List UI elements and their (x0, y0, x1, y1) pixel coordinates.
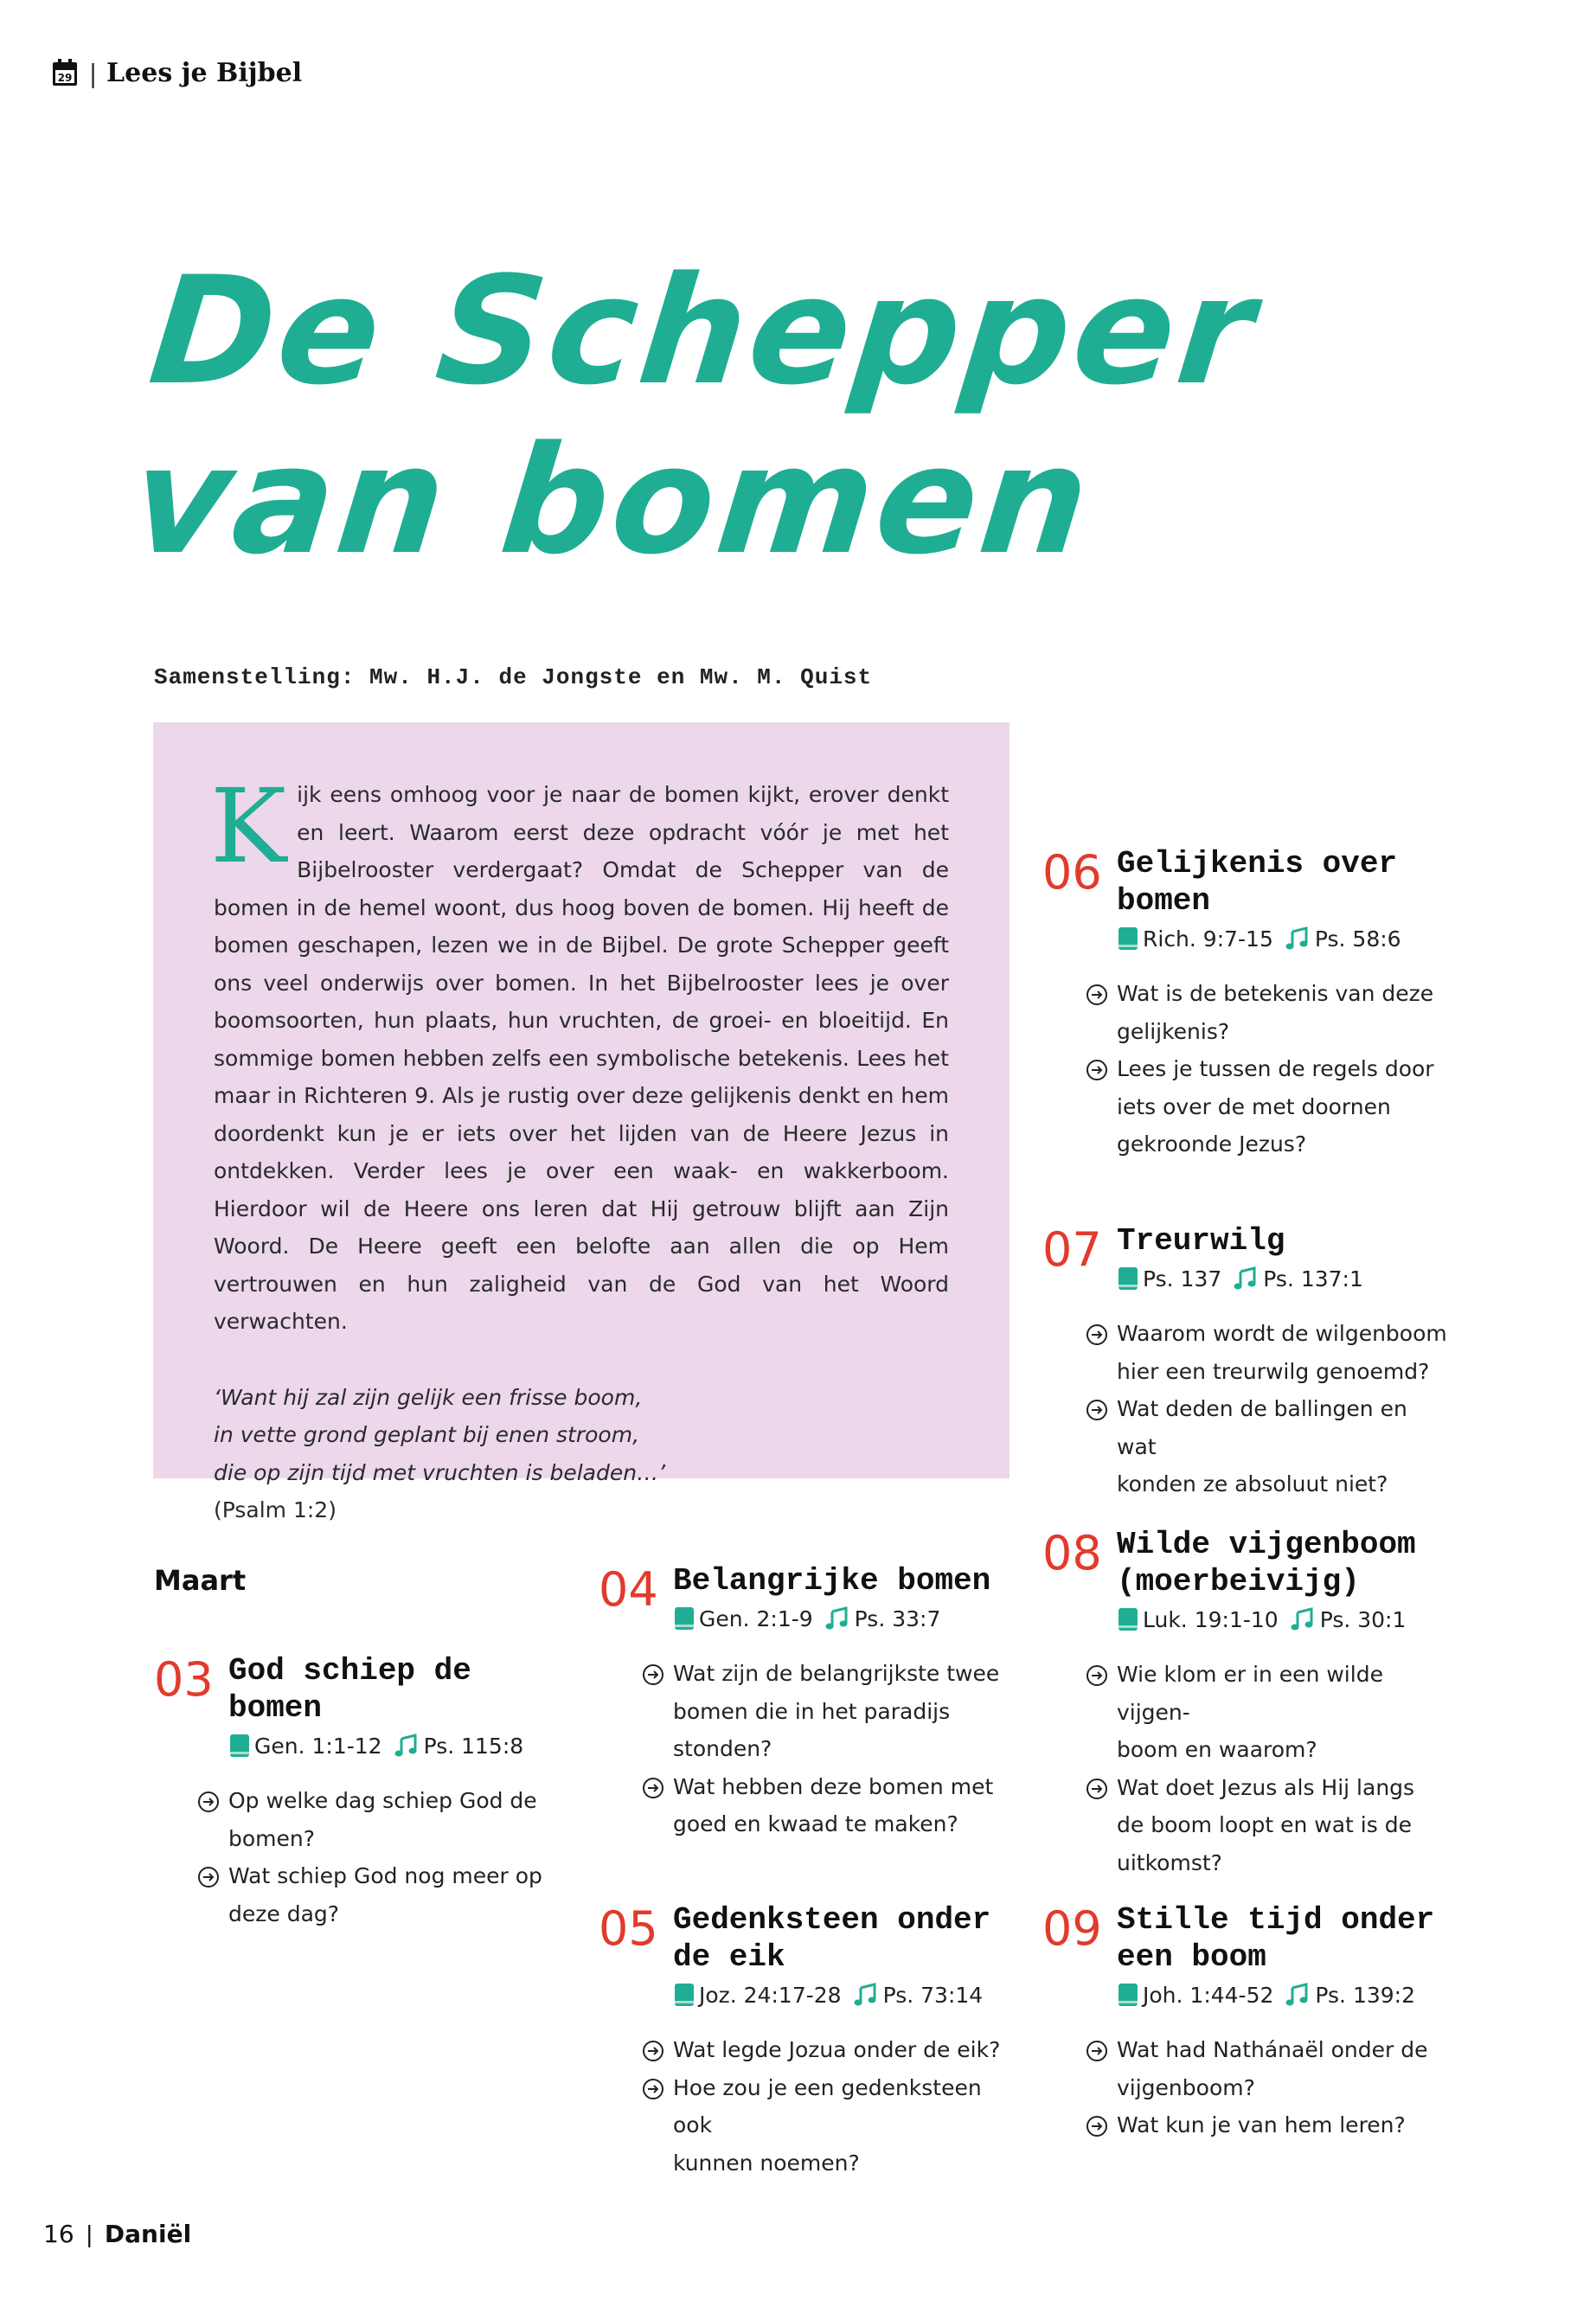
question-line: gekroonde Jezus? (1117, 1131, 1307, 1157)
quote-line: die op zijn tijd met vruchten is beladen…’ (214, 1459, 666, 1485)
bible-book-icon (1117, 1266, 1139, 1291)
question-line: kunnen noemen? (673, 2150, 860, 2176)
arrow-circle-icon (197, 1791, 220, 1813)
question-line: Wie klom er in een wilde vijgen- (1117, 1662, 1383, 1725)
quote-line: ‘Want hij zal zijn gelijk een frisse boom, (214, 1384, 643, 1410)
day-number: 06 (1042, 845, 1102, 900)
reading-reference: Luk. 19:1-10 (1143, 1606, 1279, 1632)
page-footer (43, 2220, 191, 2248)
day-entry (1042, 1526, 1449, 1881)
music-note-icon (394, 1734, 419, 1758)
psalm-reference: Ps. 139:2 (1315, 1982, 1415, 2008)
question-item (1042, 1315, 1449, 1390)
arrow-circle-icon (1086, 2115, 1108, 2138)
bible-book-icon (1117, 1983, 1139, 2007)
question-line: vijgenboom? (1117, 2074, 1255, 2100)
psalm-reference: Ps. 137:1 (1263, 1266, 1363, 1292)
question-line: Hoe zou je een gedenksteen ook (673, 2074, 982, 2138)
day-entry (1042, 845, 1449, 1163)
credits: Samenstelling: Mw. H.J. de Jongste en Mw. M. Quist (154, 664, 873, 690)
intro-text (210, 766, 949, 1341)
question-line: boom en waarom? (1117, 1737, 1317, 1762)
day-number: 04 (599, 1562, 658, 1617)
question-item (599, 1768, 1005, 1843)
reading-reference: Rich. 9:7-15 (1143, 926, 1273, 952)
bible-references (1117, 920, 1449, 958)
arrow-circle-icon (642, 1777, 664, 1799)
bible-references (228, 1727, 561, 1765)
question-line: Wat legde Jozua onder de eik? (673, 2037, 1001, 2062)
day-number: 08 (1042, 1526, 1102, 1580)
music-note-icon (1285, 926, 1310, 951)
arrow-circle-icon (642, 1663, 664, 1686)
music-note-icon (825, 1606, 849, 1631)
question-line: Wat zijn de belangrijkste twee (673, 1661, 1000, 1686)
music-note-icon (1291, 1607, 1315, 1631)
day-number: 03 (154, 1652, 214, 1707)
question-line: Wat is de betekenis van deze (1117, 981, 1434, 1006)
reading-reference: Joh. 1:44-52 (1143, 1982, 1274, 2008)
arrow-circle-icon (642, 2040, 664, 2062)
arrow-circle-icon (1086, 1324, 1108, 1346)
footer-separator: | (86, 2220, 93, 2247)
bible-references (1117, 1259, 1449, 1298)
question-list (599, 2031, 1005, 2182)
bible-references (673, 1599, 1005, 1638)
question-line: Wat had Nathánaël onder de (1117, 2037, 1428, 2062)
question-list (599, 1655, 1005, 1843)
page-title (125, 244, 1265, 587)
page-number: 16 (43, 2220, 74, 2248)
day-title: Gedenksteen onder de eik (673, 1902, 991, 1975)
day-entry (599, 1562, 1005, 1843)
question-line: Wat hebben deze bomen met (673, 1773, 994, 1799)
arrow-circle-icon (1086, 1778, 1108, 1800)
reading-reference: Ps. 137 (1143, 1266, 1222, 1292)
reading-reference: Gen. 1:1-12 (254, 1733, 382, 1759)
day-number: 07 (1042, 1222, 1102, 1277)
question-line: de boom loopt en wat is de (1117, 1812, 1412, 1837)
day-title: Stille tijd onder een boom (1117, 1902, 1435, 1975)
bible-references (1117, 1976, 1449, 2014)
question-list (1042, 2031, 1449, 2144)
music-note-icon (1285, 1983, 1310, 2007)
question-line: Wat schiep God nog meer op (228, 1863, 542, 1888)
bible-references (673, 1976, 1005, 2014)
bible-book-icon (228, 1734, 251, 1758)
psalm-reference: Ps. 115:8 (423, 1733, 524, 1759)
question-item (599, 2069, 1005, 2182)
header-separator: | (90, 56, 97, 88)
question-line: goed en kwaad te maken? (673, 1811, 958, 1836)
music-note-icon (854, 1983, 878, 2007)
svg-text:29: 29 (57, 72, 73, 84)
bible-book-icon (1117, 926, 1139, 951)
question-line: Wat doet Jezus als Hij langs (1117, 1774, 1415, 1800)
title-line-2: van bomen (125, 413, 1100, 587)
question-item (1042, 2031, 1449, 2106)
title-line-1: De Schepper (142, 244, 1265, 418)
section-title: Lees je Bijbel (106, 57, 303, 88)
question-line: iets over de met doornen (1117, 1093, 1391, 1119)
psalm-reference: Ps. 58:6 (1314, 926, 1401, 952)
quote-source: (Psalm 1:2) (214, 1497, 337, 1522)
day-title: Treurwilg (1117, 1223, 1285, 1259)
music-note-icon (1234, 1266, 1258, 1291)
question-list (1042, 1315, 1449, 1503)
day-title: Wilde vijgenboom (moerbeivijg) (1117, 1527, 1416, 1599)
question-item (599, 2031, 1005, 2069)
calendar-icon (52, 59, 78, 87)
running-header (52, 55, 302, 90)
day-title: Belangrijke bomen (673, 1563, 991, 1599)
magazine-name: Daniël (104, 2220, 192, 2248)
arrow-circle-icon (1086, 1399, 1108, 1421)
question-item (1042, 2106, 1449, 2144)
arrow-circle-icon (1086, 1059, 1108, 1081)
question-item (154, 1857, 561, 1932)
question-line: deze dag? (228, 1900, 340, 1926)
question-item (1042, 1390, 1449, 1503)
bible-book-icon (1117, 1607, 1139, 1631)
arrow-circle-icon (642, 2078, 664, 2100)
quote-line: in vette grond geplant bij enen stroom, (214, 1422, 640, 1447)
day-entry (1042, 1222, 1449, 1503)
question-line: Wat deden de ballingen en wat (1117, 1396, 1407, 1459)
question-line: Op welke dag schiep God de (228, 1788, 537, 1813)
day-title: God schiep de bomen (228, 1653, 471, 1726)
question-item (1042, 1050, 1449, 1163)
arrow-circle-icon (1086, 1664, 1108, 1687)
question-line: gelijkenis? (1117, 1018, 1230, 1044)
arrow-circle-icon (1086, 2040, 1108, 2062)
day-title: Gelijkenis over bomen (1117, 846, 1398, 919)
question-list (154, 1782, 561, 1932)
psalm-quote (214, 1379, 949, 1529)
day-entry (599, 1901, 1005, 2182)
question-line: Lees je tussen de regels door (1117, 1056, 1434, 1081)
day-entry (154, 1652, 561, 1932)
month-heading: Maart (154, 1564, 247, 1597)
day-number: 05 (599, 1901, 658, 1956)
question-item (1042, 975, 1449, 1050)
question-item (1042, 1656, 1449, 1769)
question-line: stonden? (673, 1736, 772, 1761)
psalm-reference: Ps. 30:1 (1319, 1606, 1407, 1632)
arrow-circle-icon (1086, 984, 1108, 1006)
psalm-reference: Ps. 73:14 (882, 1982, 984, 2008)
arrow-circle-icon (197, 1866, 220, 1888)
question-list (1042, 1656, 1449, 1881)
reading-reference: Joz. 24:17-28 (699, 1982, 842, 2008)
question-item (1042, 1769, 1449, 1882)
day-number: 09 (1042, 1901, 1102, 1956)
question-line: Wat kun je van hem leren? (1117, 2112, 1406, 2138)
bible-book-icon (673, 1606, 695, 1631)
question-list (1042, 975, 1449, 1163)
question-line: hier een treurwilg genoemd? (1117, 1358, 1430, 1384)
question-line: uitkomst? (1117, 1849, 1222, 1875)
intro-body: ijk eens omhoog voor je naar de bomen kijkt, erover denkt en leert. Waarom eerst deze opdracht vóór je met het Bijbelrooster verdergaat? Omdat de Schepper van de bomen in de hemel woont, dus hoog boven de bomen. Hij heeft de bomen geschapen, lezen we in de Bijbel. De grote Schepper geeft ons veel onderwijs over bomen. In het Bijbelrooster lees je over boomsoorten, hun plaats, hun vruchten, de groei- en bloeitijd. En sommige bomen hebben zelfs een symbolische betekenis. Lees het maar in Richteren 9. Als je rustig over deze gelijkenis denkt en hem doordenkt kun je er iets over het lijden van de Heere Jezus in ontdekken. Verder lees je over een waak- en wakkerboom. Hierdoor wil de Heere ons leren dat Hij getrouw blijft aan Zijn Woord. De Heere geeft een belofte aan allen die op Hem vertrouwen en hun zaligheid van de God van het Woord verwachten. (214, 782, 949, 1334)
question-item (599, 1655, 1005, 1768)
psalm-reference: Ps. 33:7 (854, 1606, 941, 1631)
question-item (154, 1782, 561, 1857)
bible-references (1117, 1600, 1449, 1638)
question-line: bomen? (228, 1825, 316, 1851)
reading-reference: Gen. 2:1-9 (699, 1606, 813, 1631)
intro-box (153, 722, 1010, 1522)
question-line: konden ze absoluut niet? (1117, 1471, 1388, 1497)
question-line: Waarom wordt de wilgenboom (1117, 1321, 1447, 1346)
bible-book-icon (673, 1983, 695, 2007)
dropcap: K (210, 766, 287, 886)
day-entry (1042, 1901, 1449, 2144)
question-line: bomen die in het paradijs (673, 1698, 951, 1724)
